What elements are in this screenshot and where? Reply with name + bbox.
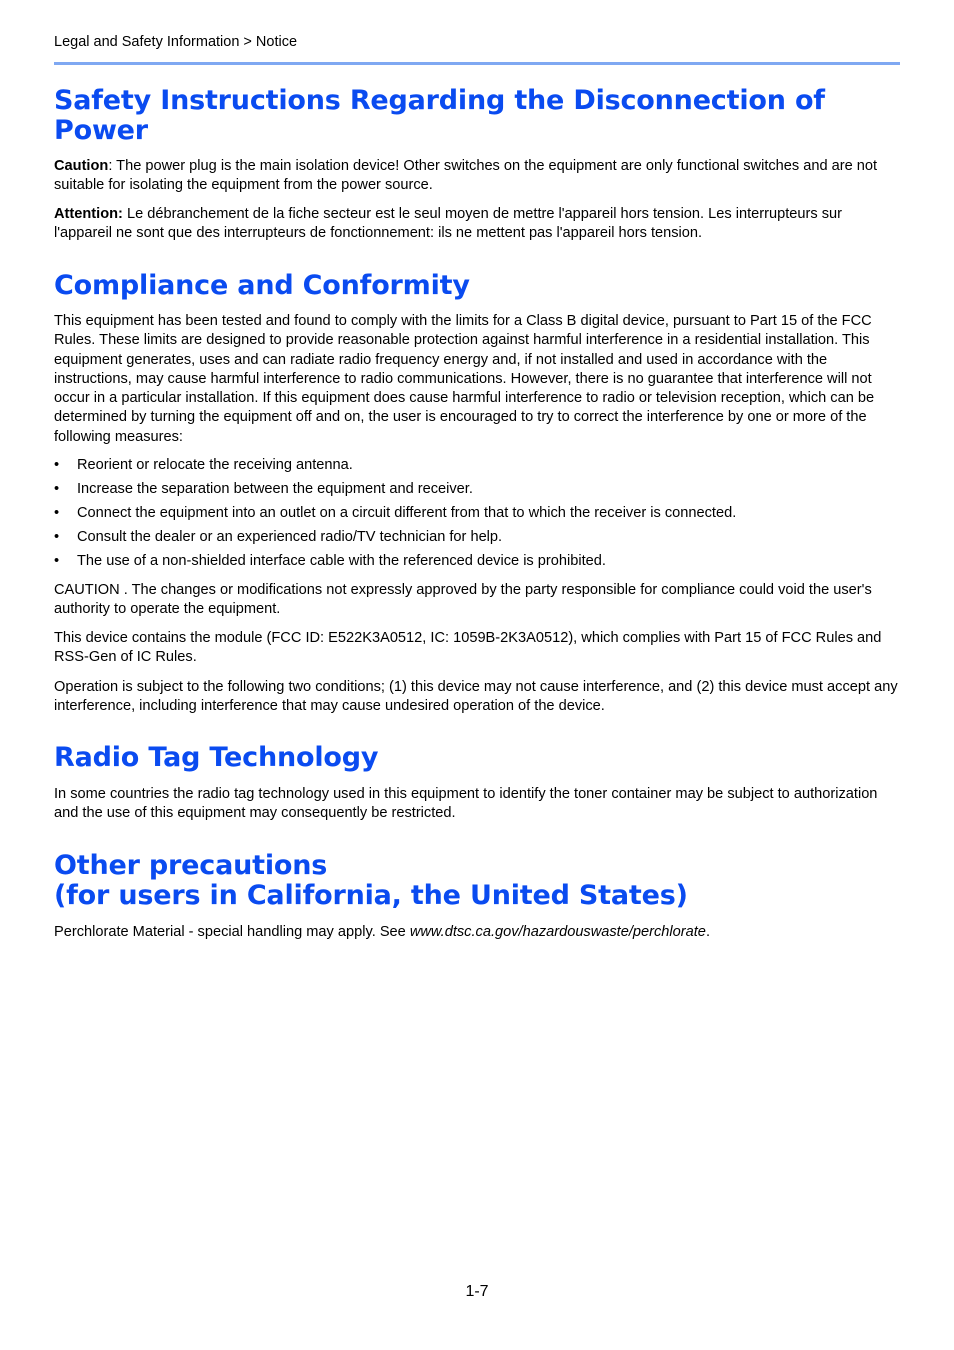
- heading-disconnection-of-power: Safety Instructions Regarding the Disconnection of Power: [54, 85, 825, 146]
- attention-label: Attention:: [54, 206, 123, 222]
- list-item: [54, 480, 900, 499]
- caution-text: : The power plug is the main isolation device! Other switches on the equipment are only functional switches and are not suitable for isolating the equipment from the power source.: [54, 158, 878, 194]
- list-item-text: Reorient or relocate the receiving antenna.: [77, 457, 353, 473]
- caution-label: Caution: [54, 158, 109, 174]
- list-item-text: The use of a non-shielded interface cable with the referenced device is prohibited.: [77, 553, 606, 570]
- list-item: [54, 552, 900, 571]
- perchlorate-link[interactable]: www.dtsc.ca.gov/hazardouswaste/perchlorate: [409, 924, 706, 940]
- perchlorate-text: Perchlorate Material - special handling may apply. See: [54, 924, 410, 940]
- heading-radio-tag-technology: Radio Tag Technology: [54, 742, 379, 773]
- list-item-text: Consult the dealer or an experienced radio/TV technician for help.: [77, 529, 503, 546]
- page-number: 1-7: [465, 1283, 489, 1300]
- list-item: [54, 456, 900, 475]
- caution-paragraph: [54, 157, 900, 196]
- attention-paragraph: [54, 205, 900, 244]
- device-module-paragraph: This device contains the module (FCC ID: E522K3A0512, IC: 1059B-2K3A0512), which complies with Part 15 of FCC Rules and RSS-Gen of IC Rules.: [54, 630, 882, 666]
- list-item-text: Increase the separation between the equipment and receiver.: [77, 481, 473, 498]
- bullet-icon: •: [54, 505, 60, 522]
- fcc-caution-paragraph: CAUTION . The changes or modifications not expressly approved by the party responsible for compliance could void the user's authority to operate the equipment.: [54, 582, 872, 618]
- heading-line-1: Other precautions: [54, 850, 328, 881]
- bullet-icon: •: [54, 553, 60, 570]
- perchlorate-period: .: [705, 924, 710, 940]
- header-divider: [54, 62, 900, 65]
- heading-line-2: (for users in California, the United States): [54, 880, 688, 911]
- measures-list: [54, 456, 900, 576]
- compliance-body: This equipment has been tested and found to comply with the limits for a Class B digital device, pursuant to Part 15 of the FCC Rules. These limits are designed to provide reasonable protection against harmful interference in a residential installation. This equipment generates, uses and can radiate radio frequency energy and, if not installed and used in accordance with the instructions, may cause harmful interference to radio communications. However, there is no guarantee that interference will not occur in a particular installation. If this equipment does cause harmful interference to radio or television reception, which can be determined by turning the equipment off and on, the user is encouraged to try to correct the interference by one or more of the following measures:: [54, 313, 875, 445]
- heading-compliance-and-conformity: Compliance and Conformity: [54, 270, 470, 301]
- list-item-text: Connect the equipment into an outlet on a circuit different from that to which the receiver is connected.: [77, 505, 737, 522]
- list-item: [54, 504, 900, 523]
- operation-conditions-paragraph: Operation is subject to the following two conditions; (1) this device may not cause interference, and (2) this device must accept any interference, including interference that may cause undesired operation of the device.: [54, 679, 898, 715]
- heading-other-precautions: [54, 851, 900, 911]
- bullet-icon: •: [54, 529, 60, 546]
- attention-text: Le débranchement de la fiche secteur est le seul moyen de mettre l'appareil hors tension. Les interrupteurs sur l'appareil ne sont que des interrupteurs de fonctionnement: ils ne mettent pas l'appareil hors tension.: [54, 206, 842, 242]
- bullet-icon: •: [54, 481, 60, 498]
- perchlorate-paragraph: [54, 923, 900, 942]
- bullet-icon: •: [54, 457, 60, 473]
- list-item: [54, 528, 900, 547]
- radio-tag-body: In some countries the radio tag technology used in this equipment to identify the toner container may be subject to authorization and the use of this equipment may consequently be restricted.: [54, 786, 878, 822]
- breadcrumb: Legal and Safety Information > Notice: [54, 34, 298, 50]
